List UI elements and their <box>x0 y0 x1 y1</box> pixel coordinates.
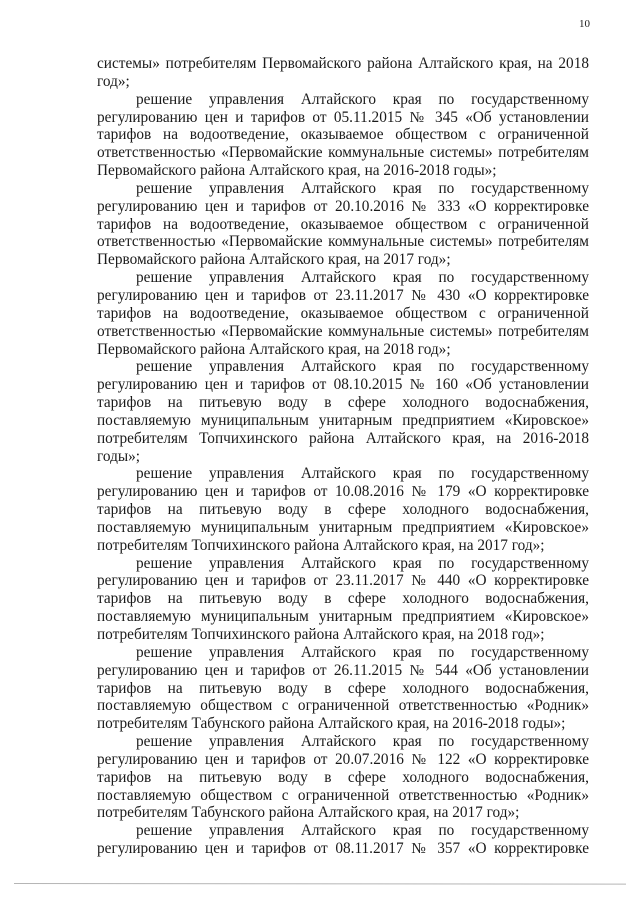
paragraph-decision: решение управления Алтайского края по государственному регулированию цен и тарифов от 23.11.2017 № 430 «О корректировке тарифов на водоотведение, оказываемое обществом с ограниченной ответственностью «Первомайские коммунальные системы» потребителям Первомайского района Алтайского края, на 2018 год»; <box>97 269 589 358</box>
paragraph-decision: решение управления Алтайского края по государственному регулированию цен и тарифов от 20.07.2016 № 122 «О корректировке тарифов на питьевую воду в сфере холодного водоснабжения, поставляемую обществом с ограниченной ответственностью «Родник» потребителям Табунского района Алтайского края, на 2017 год»; <box>97 733 589 822</box>
paragraph-decision-truncated: решение управления Алтайского края по государственному регулированию цен и тарифов от 08.11.2017 № 357 «О корректировке <box>97 822 589 858</box>
paragraph-decision: решение управления Алтайского края по государственному регулированию цен и тарифов от 10.08.2016 № 179 «О корректировке тарифов на питьевую воду в сфере холодного водоснабжения, поставляемую муниципальным унитарным предприятием «Кировское» потребителям Топчихинского района Алтайского края, на 2017 год»; <box>97 465 589 554</box>
page-number: 10 <box>579 18 590 30</box>
page-bottom-edge-divider <box>14 883 626 885</box>
paragraph-decision: решение управления Алтайского края по государственному регулированию цен и тарифов от 26.11.2015 № 544 «Об установлении тарифов на питьевую воду в сфере холодного водоснабжения, поставляемую обществом с ограниченной ответственностью «Родник» потребителям Табунского района Алтайского края, на 2016-2018 годы»; <box>97 643 589 733</box>
paragraph-decision: решение управления Алтайского края по государственному регулированию цен и тарифов от 23.11.2017 № 440 «О корректировке тарифов на питьевую воду в сфере холодного водоснабжения, поставляемую муниципальным унитарным предприятием «Кировское» потребителям Топчихинского района Алтайского края, на 2018 год»; <box>97 554 589 643</box>
paragraph-continuation: системы» потребителям Первомайского района Алтайского края, на 2018 год»; <box>97 55 589 90</box>
paragraph-decision: решение управления Алтайского края по государственному регулированию цен и тарифов от 20.10.2016 № 333 «О корректировке тарифов на водоотведение, оказываемое обществом с ограниченной ответственностью «Первомайские коммунальные системы» потребителям Первомайского района Алтайского края, на 2017 год»; <box>97 179 589 269</box>
paragraph-decision: решение управления Алтайского края по государственному регулированию цен и тарифов от 08.10.2015 № 160 «Об установлении тарифов на питьевую воду в сфере холодного водоснабжения, поставляемую муниципальным унитарным предприятием «Кировское» потребителям Топчихинского района Алтайского края, на 2016-2018 годы»; <box>97 358 589 465</box>
document-body <box>97 55 589 858</box>
paragraph-decision: решение управления Алтайского края по государственному регулированию цен и тарифов от 05.11.2015 № 345 «Об установлении тарифов на водоотведение, оказываемое обществом с ограниченной ответственностью «Первомайские коммунальные системы» потребителям Первомайского района Алтайского края, на 2016-2018 годы»; <box>97 90 589 180</box>
